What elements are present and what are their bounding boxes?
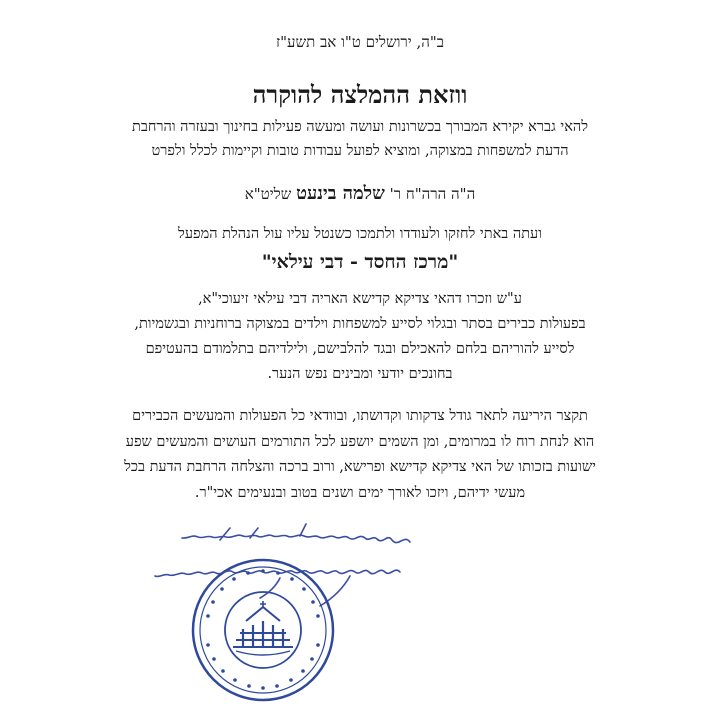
text-line: הדעת למשפחות במצוקה, ומוציא לפועל עבודות טובות וקיימות לכלל ולפרט — [151, 143, 569, 159]
text-line: ישועות בזכותו של האי צדיקא קדישא ופרישא, ורוב ברכה והצלחה הרחבת הדעת בכל — [124, 459, 596, 475]
honoree-name: שלמה בינעט — [296, 183, 385, 204]
text-line: בפעולות כבירים בסתר ובגלוי לסייע למשפחות וילדים במצוקה ברוחניות ובגשמיות, — [134, 316, 586, 332]
rabbinic-stamp — [188, 555, 338, 705]
honoree-suffix: שליט"א — [244, 185, 292, 203]
text-line: הוא לנחת רוח לו במרומים, ומן השמים יושפע לכל התורמים העושים והמעשים שפע — [125, 433, 595, 450]
dateline: ב"ה, ירושלים ט"ו אב תשע"ז — [275, 33, 445, 51]
text-line: בחונכים יודעי ומבינים נפש הנער. — [267, 366, 453, 382]
signature-area — [100, 520, 420, 710]
honoree-prefix: ה"ה הרה"ח ר' — [389, 185, 476, 203]
organization-name: "מרכז החסד - דבי עילאי" — [261, 251, 459, 273]
paragraph-blessing — [40, 404, 680, 506]
honoree-line — [40, 183, 680, 204]
text-line: תקצר היריעה לתאר גודל צדקותו וקדושתו, ובוודאי כל הפעולות והמעשים הכבירים — [132, 408, 588, 424]
text-line: מעשי ידיהם, ויזכו לאורך ימים ושנים בטוב ובנעימים אכי"ר. — [194, 484, 526, 501]
text-line: להאי גברא יקירא המבורך בכשרונות ועושה ומעשה פעילות בחינוך ובעזרה והרחבת — [131, 119, 589, 135]
paragraph-intro-praise — [40, 115, 680, 163]
paragraph-activities — [40, 287, 680, 387]
text-line: לסייע להוריהם בלחם להאכילם ובגד להלבישם, ולילדיהם בתלמודם בהעטיפם — [145, 341, 575, 357]
intro-line: ועתה באתי לחזקו ולעודדו ולתמכו כשנטל עליו עול הנהלת המפעל — [178, 226, 542, 242]
letter-title: ווזאת ההמלצה להוקרה — [252, 80, 468, 109]
text-line: ע"ש וזכרו דהאי צדיקא קדישא האריה דבי עילאי זיעוכי"א, — [198, 291, 522, 307]
